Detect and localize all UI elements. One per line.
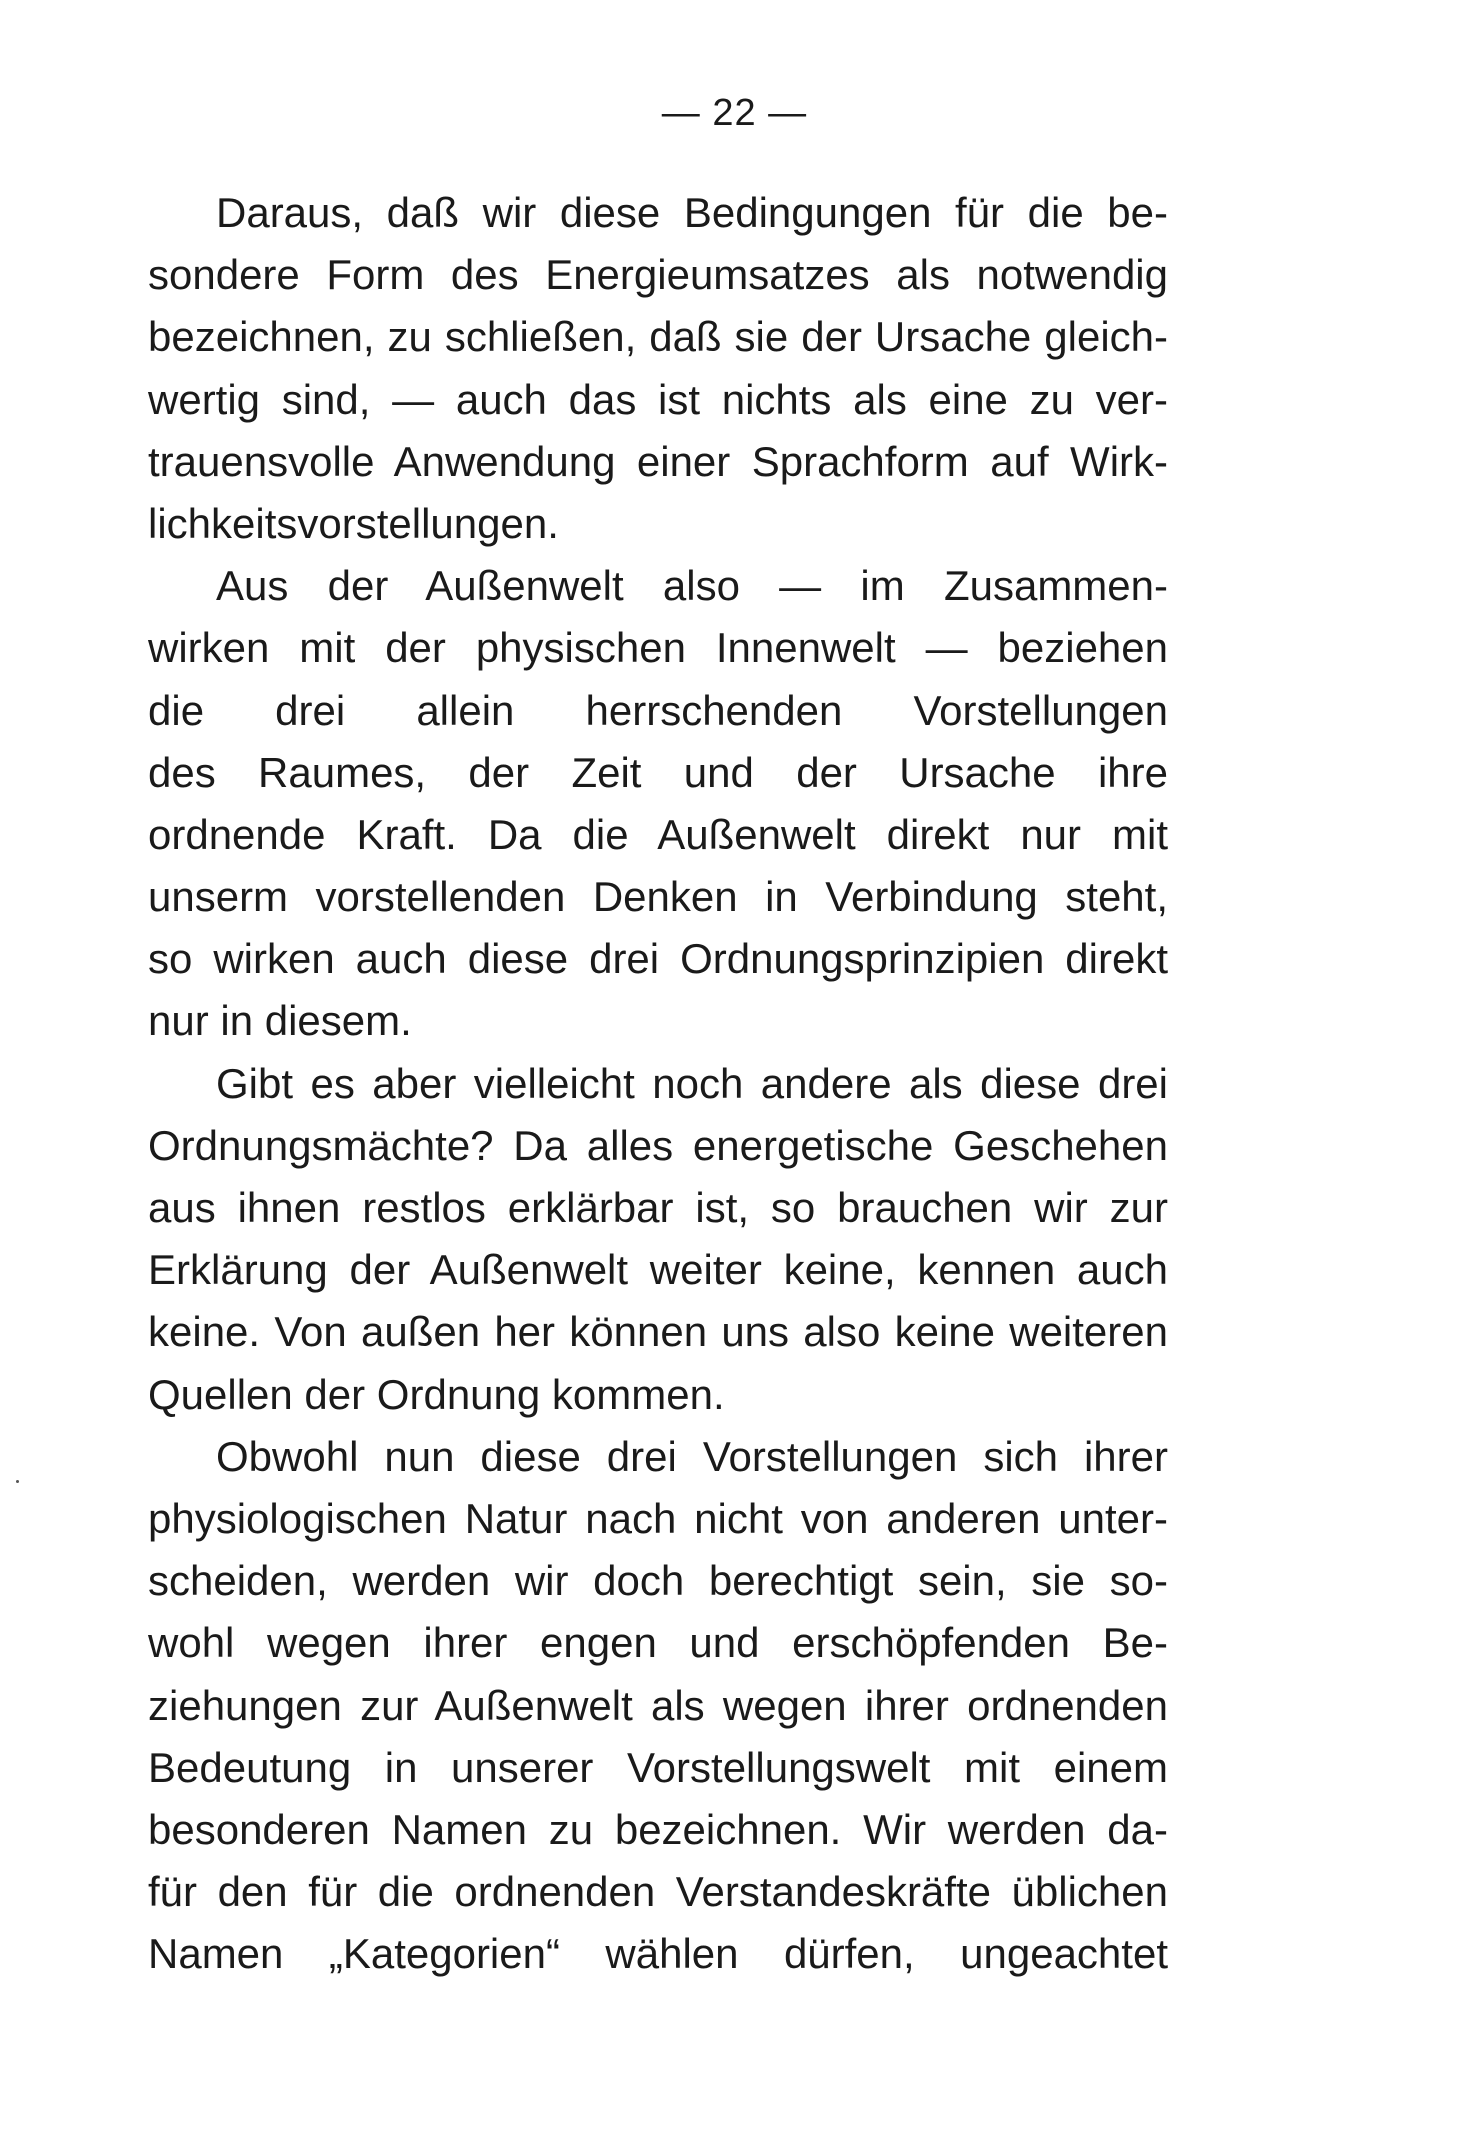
text-line: nur in diesem. xyxy=(148,997,412,1045)
text-line: physiologischen Natur nach nicht von anderen unter- xyxy=(148,1494,1168,1542)
text-line: Aus der Außenwelt also — im Zusammen- xyxy=(216,562,1168,610)
text-line: Quellen der Ordnung kommen. xyxy=(148,1370,725,1418)
text-line: lichkeitsvorstellungen. xyxy=(148,499,559,547)
text-line: besonderen Namen zu bezeichnen. Wir werden da- xyxy=(148,1805,1168,1853)
text-line: sondere Form des Energieumsatzes als notwendig xyxy=(148,251,1168,299)
text-line: keine. Von außen her können uns also keine weiteren xyxy=(148,1308,1168,1356)
text-line: scheiden, werden wir doch berechtigt sein, sie so- xyxy=(148,1557,1168,1605)
text-line: wirken mit der physischen Innenwelt — beziehen xyxy=(148,624,1168,672)
text-line: für den für die ordnenden Verstandeskräfte üblichen xyxy=(148,1868,1168,1916)
text-line: des Raumes, der Zeit und der Ursache ihre xyxy=(148,748,1168,796)
text-line: trauensvolle Anwendung einer Sprachform auf Wirk- xyxy=(148,437,1168,485)
text-line: die drei allein herrschenden Vorstellungen xyxy=(148,686,1168,734)
text-line: ordnende Kraft. Da die Außenwelt direkt nur mit xyxy=(148,810,1168,858)
page-number: — 22 — xyxy=(661,92,808,134)
margin-speck xyxy=(16,1480,19,1483)
text-line: ziehungen zur Außenwelt als wegen ihrer ordnenden xyxy=(148,1681,1168,1729)
text-line: so wirken auch diese drei Ordnungsprinzipien direkt xyxy=(148,935,1168,983)
text-line: unserm vorstellenden Denken in Verbindung steht, xyxy=(148,873,1168,921)
text-line: Obwohl nun diese drei Vorstellungen sich ihrer xyxy=(216,1432,1168,1480)
text-line: wertig sind, — auch das ist nichts als eine zu ver- xyxy=(148,375,1168,423)
body-text xyxy=(148,182,1168,1985)
text-line: bezeichnen, zu schließen, daß sie der Ursache gleich- xyxy=(148,313,1168,361)
text-line: Namen „Kategorien“ wählen dürfen, ungeachtet xyxy=(148,1930,1168,1978)
text-line: Ordnungsmächte? Da alles energetische Geschehen xyxy=(148,1121,1168,1169)
text-line: wohl wegen ihrer engen und erschöpfenden Be- xyxy=(148,1619,1168,1667)
text-line: Bedeutung in unserer Vorstellungswelt mit einem xyxy=(148,1743,1168,1791)
text-line: aus ihnen restlos erklärbar ist, so brauchen wir zur xyxy=(148,1184,1168,1231)
text-line: Erklärung der Außenwelt weiter keine, kennen auch xyxy=(148,1246,1168,1294)
text-line: Daraus, daß wir diese Bedingungen für die be- xyxy=(216,189,1168,236)
text-line: Gibt es aber vielleicht noch andere als diese drei xyxy=(216,1059,1168,1107)
